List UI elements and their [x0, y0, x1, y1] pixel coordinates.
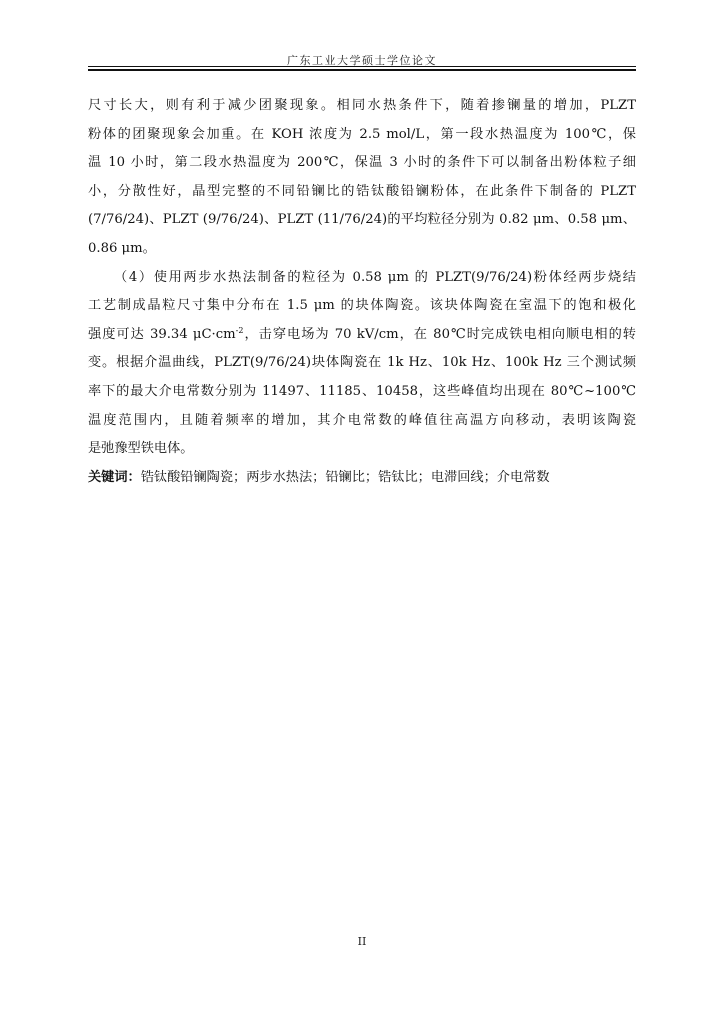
page-number: II [357, 935, 367, 948]
text-line: 是弛豫型铁电体。 [88, 441, 194, 457]
text-line: 尺寸长大，则有利于减少团聚现象。相同水热条件下，随着掺镧量的增加，PLZT [88, 98, 636, 113]
keywords-line [88, 464, 636, 493]
text-line: 率下的最大介电常数分别为 11497、11185、10458，这些峰值均出现在 80℃~100℃ [88, 383, 636, 399]
text-segment: 强度可达 39.34 μC·cm [88, 326, 236, 342]
text-line-with-superscript [88, 321, 636, 350]
text-line: 温 10 小时，第二段水热温度为 200℃，保温 3 小时的条件下可以制备出粉体粒子细 [88, 155, 636, 171]
keywords-text: 锆钛酸铅镧陶瓷；两步水热法；铅镧比；锆钛比；电滞回线；介电常数 [140, 469, 550, 485]
text-line: 变。根据介温曲线，PLZT(9/76/24)块体陶瓷在 1k Hz、10k Hz、100k Hz 三个测试频 [88, 355, 636, 371]
text-line: 小，分散性好，晶型完整的不同铅镧比的锆钛酸铅镧粉体，在此条件下制备的 PLZT [88, 183, 636, 199]
text-line: 0.86 μm。 [88, 240, 156, 256]
text-line: 工艺制成晶粒尺寸集中分布在 1.5 μm 的块体陶瓷。该块体陶瓷在室温下的饱和极化 [88, 298, 636, 314]
keywords-label: 关键词： [88, 469, 141, 485]
text-line: 温度范围内，且随着频率的增加，其介电常数的峰值往高温方向移动，表明该陶瓷 [88, 412, 636, 428]
header-rule-thin [88, 66, 636, 67]
paragraph-1 [88, 92, 636, 264]
text-line: （4）使用两步水热法制备的粒径为 0.58 μm 的 PLZT(9/76/24)粉体经两步烧结 [114, 269, 636, 285]
paragraph-2 [88, 264, 636, 464]
text-segment: ，击穿电场为 70 kV/cm，在 80℃时完成铁电相向顺电相的转 [243, 326, 636, 342]
superscript-exponent: -2 [235, 325, 244, 335]
text-line: (7/76/24)、PLZT (9/76/24)、PLZT (11/76/24)的平均粒径分别为 0.82 μm、0.58 μm、 [88, 212, 636, 228]
text-line: 粉体的团聚现象会加重。在 KOH 浓度为 2.5 mol/L，第一段水热温度为 100℃，保 [88, 126, 636, 142]
header-rule-thick [88, 69, 636, 71]
running-head-title: 广东工业大学硕士学位论文 [287, 54, 437, 67]
abstract-body [88, 92, 636, 492]
